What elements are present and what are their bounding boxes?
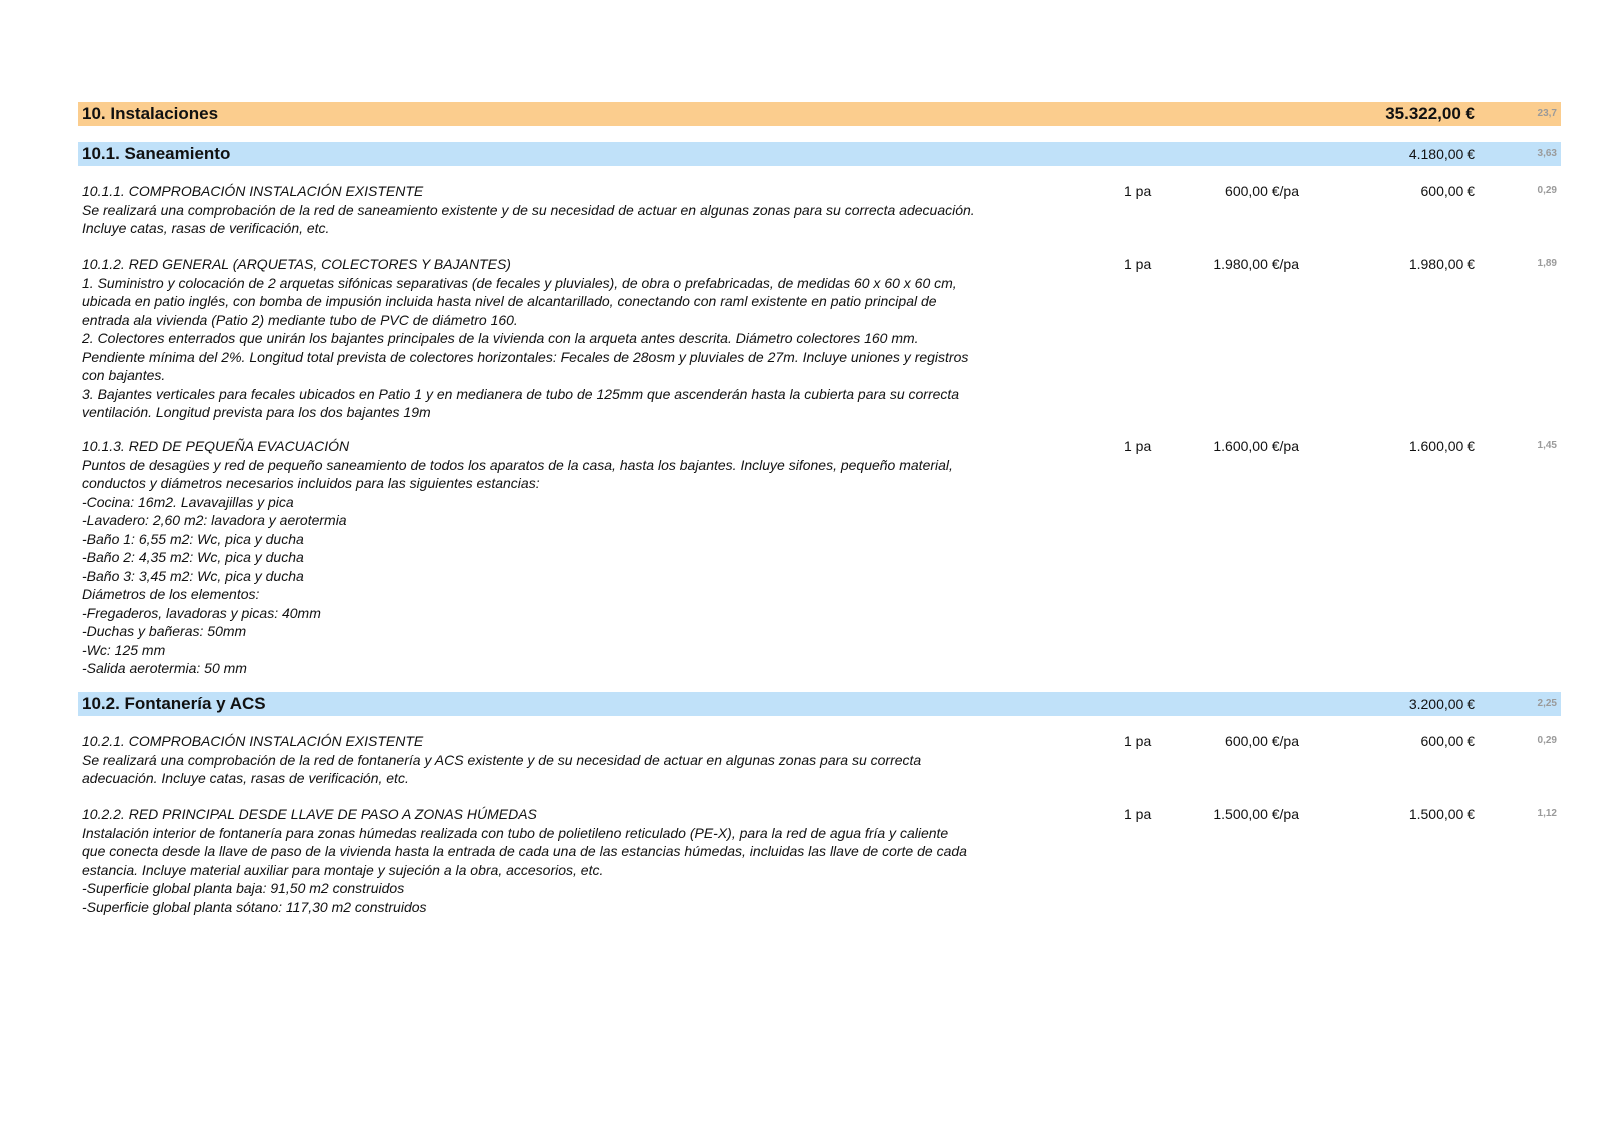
item-description: 10.1.3. RED DE PEQUEÑA EVACUACIÓN Puntos de desagües y red de pequeño saneamiento de todos los aparatos de la casa, hasta los bajantes. Incluye sifones, pequeño material, conductos y diámetros necesarios incluidos para las siguientes estancias: -Cocina: 16m2. Lavavajillas y pica -Lavadero: 2,60 m2: lavadora y aerotermia -Baño 1: 6,55 m2: Wc, pica y ducha -Baño 2: 4,35 m2: Wc, pica y ducha -Baño 3: 3,45 m2: Wc, pica y ducha Diámetros de los elementos: -Fregaderos, lavadoras y picas: 40mm -Duchas y bañeras: 50mm -Wc: 125 mm -Salida aerotermia: 50 mm	[82, 438, 953, 676]
item-amount: 600,00 €	[1420, 733, 1475, 749]
item-percentage: 1,12	[1537, 808, 1557, 819]
chapter-title: 10. Instalaciones	[82, 104, 219, 123]
item-amount: 1.500,00 €	[1408, 806, 1475, 822]
chapter-total: 35.322,00 €	[1385, 104, 1475, 123]
section-title: 10.2. Fontanería y ACS	[82, 694, 266, 713]
item-description: 10.2.1. COMPROBACIÓN INSTALACIÓN EXISTENTE Se realizará una comprobación de la red de fontanería y ACS existente y de su necesidad de actuar en algunas zonas para su correcta adecuación. Incluye catas, rasas de verificación, etc.	[82, 733, 922, 786]
section-header-fontaneria	[78, 692, 1561, 716]
item-amount: 1.600,00 €	[1408, 438, 1475, 454]
item-quantity: 1 pa	[1124, 183, 1152, 199]
section-percentage: 3,63	[1537, 148, 1557, 159]
section-total: 3.200,00 €	[1408, 696, 1475, 712]
item-description: 10.2.2. RED PRINCIPAL DESDE LLAVE DE PASO A ZONAS HÚMEDAS Instalación interior de fontanería para zonas húmedas realizada con tubo de polietileno reticulado (PE-X), para la red de agua fría y caliente que conecta desde la llave de paso de la vivienda hasta la entrada de cada una de las estancias húmedas, incluidas las llave de corte de cada estancia. Incluye material auxiliar para montaje y sujeción a la obra, accesorios, etc. -Superficie global planta baja: 91,50 m2 construidos -Superficie global planta sótano: 117,30 m2 construidos	[82, 806, 967, 915]
item-percentage: 0,29	[1537, 735, 1557, 746]
item-amount: 600,00 €	[1420, 183, 1475, 199]
item-unit-price: 1.600,00 €/pa	[1213, 438, 1299, 454]
section-total: 4.180,00 €	[1408, 146, 1475, 162]
item-quantity: 1 pa	[1124, 256, 1152, 272]
item-unit-price: 1.500,00 €/pa	[1213, 806, 1299, 822]
chapter-percentage: 23,7	[1537, 108, 1557, 119]
item-quantity: 1 pa	[1124, 806, 1152, 822]
item-unit-price: 1.980,00 €/pa	[1213, 256, 1299, 272]
item-quantity: 1 pa	[1124, 733, 1152, 749]
section-title: 10.1. Saneamiento	[82, 144, 231, 163]
item-description: 10.1.1. COMPROBACIÓN INSTALACIÓN EXISTENTE Se realizará una comprobación de la red de saneamiento existente y de su necesidad de actuar en algunas zonas para su correcta adecuación. Incluye catas, rasas de verificación, etc.	[82, 183, 975, 236]
item-unit-price: 600,00 €/pa	[1225, 733, 1299, 749]
item-quantity: 1 pa	[1124, 438, 1152, 454]
item-percentage: 1,89	[1537, 258, 1557, 269]
section-percentage: 2,25	[1537, 698, 1557, 709]
chapter-header	[78, 102, 1561, 126]
item-amount: 1.980,00 €	[1408, 256, 1475, 272]
item-percentage: 0,29	[1537, 185, 1557, 196]
item-percentage: 1,45	[1537, 440, 1557, 451]
item-unit-price: 600,00 €/pa	[1225, 183, 1299, 199]
item-description: 10.1.2. RED GENERAL (ARQUETAS, COLECTORES Y BAJANTES) 1. Suministro y colocación de 2 arquetas sifónicas separativas (de fecales y pluviales), de obra o prefabricadas, de medidas 60 x 60 x 60 cm, ubicada en patio inglés, con bomba de impusión incluida hasta nivel de alcantarillado, conectando con raml existente en patio principal de entrada ala vivienda (Patio 2) mediante tubo de PVC de diámetro 160. 2. Colectores enterrados que unirán los bajantes principales de la vivienda con la arqueta antes descrita. Diámetro colectores 160 mm. Pendiente mínima del 2%. Longitud total prevista de colectores horizontales: Fecales de 28osm y pluviales de 27m. Incluye uniones y registros con bajantes. 3. Bajantes verticales para fecales ubicados en Patio 1 y en medianera de tubo de 125mm que ascenderán hasta la cubierta para su correcta ventilación. Longitud prevista para los dos bajantes 19m	[82, 256, 969, 420]
section-header-saneamiento	[78, 142, 1561, 166]
